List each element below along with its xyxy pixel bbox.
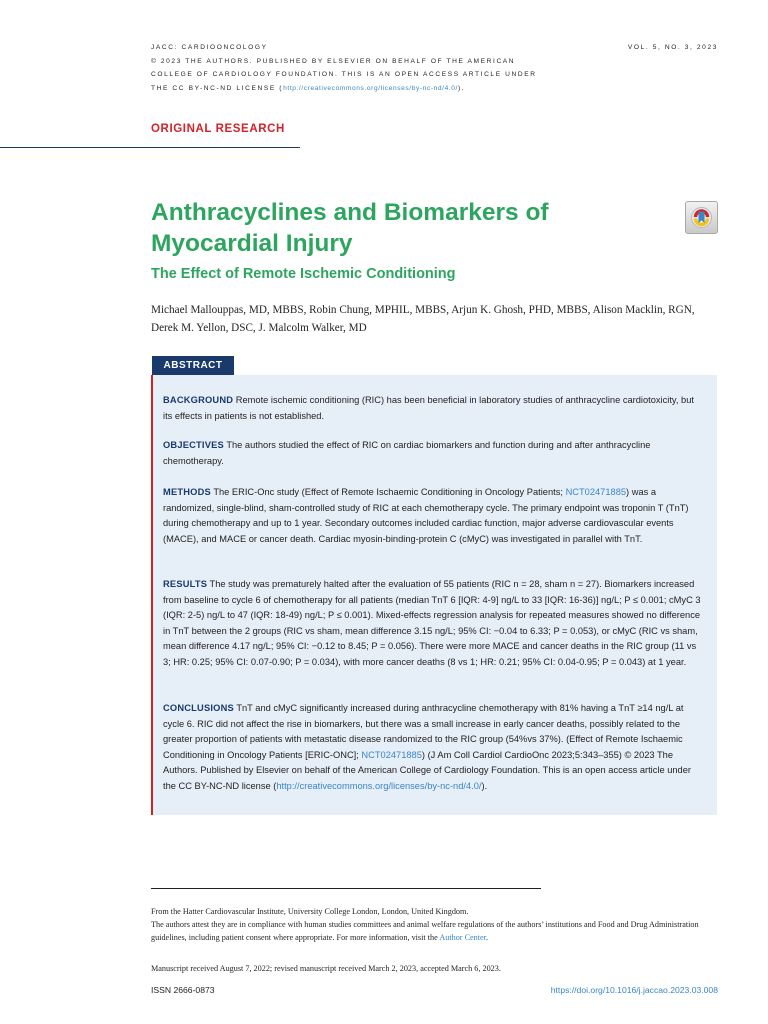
issn: ISSN 2666-0873 <box>151 985 215 995</box>
compliance-end: . <box>485 932 488 942</box>
methods-text-2: ) was a randomized, single-blind, sham-controlled study of RIC at each chemotherapy cycle. The primary endpoint was troponin T (TnT) during chemotherapy and up to 1 year. Secondary outcomes included cardiac function, major adverse cardiovascular events (MACE), and MACE or cancer death. Cardiac myosin-binding-protein C (cMyC) was investigated in parallel with TnT. <box>163 487 689 544</box>
volume-info: VOL. 5, NO. 3, 2023 <box>627 44 718 51</box>
abstract-conclusions <box>163 701 701 795</box>
abstract-tab: ABSTRACT <box>152 356 234 375</box>
background-text: Remote ischemic conditioning (RIC) has been beneficial in laboratory studies of anthracycline cardiotoxicity, but its effects in patients is not established. <box>163 395 694 421</box>
section-divider <box>0 147 300 148</box>
doi-link[interactable]: https://doi.org/10.1016/j.jaccao.2023.03.008 <box>550 985 718 995</box>
conclusions-text-2: ) (J Am Coll Cardiol CardioOnc 2023;5:343–355) © 2023 The Authors. Published by Elsevier on behalf of the American College of Cardiology Foundation. This is an open access article under the CC BY-NC-ND license ( <box>163 749 691 791</box>
abstract-background <box>163 393 701 424</box>
compliance-note <box>151 919 721 944</box>
results-text: The study was prematurely halted after the evaluation of 55 patients (RIC n = 28, sham n = 27). Biomarkers increased from baseline to cycle 6 of chemotherapy for all patients (median TnT 6 [IQR: 4-9] ng/L to 33 [IQR: 16-36)] ng/L; P ≤ 0.001; cMyC 3 (IQR: 2-5) ng/L to 47 (IQR: 18-49) ng/L; P ≤ 0.001). Mixed-effects regression analysis for repeated measures showed no difference in TnT between the 2 groups (RIC vs sham, mean difference 3.15 ng/L; 95% CI: −0.04 to 6.33; P = 0.053), or cMyC (RIC vs sham, mean difference 4.17 ng/L; 95% CI: −0.12 to 8.45; P = 0.056). There were more MACE and cancer deaths in the RIC group (11 vs 3; HR: 0.25; 95% CI: 0.07-0.90; P = 0.034), with more cancer deaths (8 vs 1; HR: 0.21; 95% CI: 0.04-0.95; P = 0.043) at 1 year. <box>163 579 701 667</box>
methods-heading: METHODS <box>163 487 211 497</box>
methods-trial-link[interactable]: NCT02471885 <box>565 487 627 497</box>
results-heading: RESULTS <box>163 579 208 589</box>
compliance-text: The authors attest they are in compliance with human studies committees and animal welfare regulations of the authors’ institutions and Food and Drug Administration guidelines, including patient consent where appropriate. For more information, visit the <box>151 920 699 942</box>
crossmark-graphic <box>686 202 717 233</box>
crossmark-icon[interactable] <box>685 201 718 234</box>
objectives-heading: OBJECTIVES <box>163 440 224 450</box>
manuscript-dates: Manuscript received August 7, 2022; revised manuscript received March 2, 2023, accepted March 6, 2023. <box>151 964 501 973</box>
copyright-line-2: COLLEGE OF CARDIOLOGY FOUNDATION. THIS IS AN OPEN ACCESS ARTICLE UNDER <box>151 71 537 78</box>
objectives-text: The authors studied the effect of RIC on cardiac biomarkers and function during and after anthracycline chemotherapy. <box>163 440 651 466</box>
methods-text-1: The ERIC-Onc study (Effect of Remote Ischaemic Conditioning in Oncology Patients; <box>213 487 566 497</box>
journal-name: JACC: CARDIOONCOLOGY <box>151 44 268 51</box>
conclusions-license-link[interactable]: http://creativecommons.org/licenses/by-nc-nd/4.0/ <box>276 780 482 791</box>
copyright-line-3-prefix: THE CC BY-NC-ND LICENSE ( <box>151 84 284 92</box>
article-title: Anthracyclines and Biomarkers of Myocardial Injury <box>151 199 549 257</box>
conclusions-text-1: TnT and cMyC significantly increased during anthracycline chemotherapy with 81% having a TnT ≥14 ng/L at cycle 6. RIC did not affect the rise in biomarkers, but there was a small increase in early cancer deaths, possibly related to the greater proportion of patients with metastatic disease randomized to the RIC group (54%vs 37%). (Effect of Remote Ischaemic Conditioning in Oncology Patients [ERIC-ONC]; <box>163 703 684 760</box>
background-heading: BACKGROUND <box>163 395 234 405</box>
abstract-objectives <box>163 438 701 469</box>
license-link[interactable]: http://creativecommons.org/licenses/by-nc-nd/4.0/ <box>283 84 458 92</box>
footnote-divider <box>151 888 541 889</box>
section-label: ORIGINAL RESEARCH <box>151 123 285 135</box>
conclusions-heading: CONCLUSIONS <box>163 703 234 713</box>
abstract-methods <box>163 485 701 547</box>
affiliation-note: From the Hatter Cardiovascular Institute, University College London, London, United Kingdom. <box>151 907 469 916</box>
article-subtitle: The Effect of Remote Ischemic Conditioning <box>151 266 456 282</box>
copyright-line-3-suffix: ). <box>458 84 466 92</box>
conclusions-text-3: ). <box>481 780 488 791</box>
author-list: Michael Mallouppas, MD, MBBS, Robin Chung, MPHIL, MBBS, Arjun K. Ghosh, PHD, MBBS, Alison Macklin, RGN, Derek M. Yellon, DSC, J. Malcolm Walker, MD <box>151 304 695 334</box>
author-center-link[interactable]: Author Center <box>439 932 486 942</box>
conclusions-trial-link[interactable]: NCT02471885 <box>361 749 422 760</box>
copyright-line-1: © 2023 THE AUTHORS. PUBLISHED BY ELSEVIER ON BEHALF OF THE AMERICAN <box>151 57 516 65</box>
copyright-line-3 <box>151 82 721 96</box>
abstract-results <box>163 577 701 671</box>
